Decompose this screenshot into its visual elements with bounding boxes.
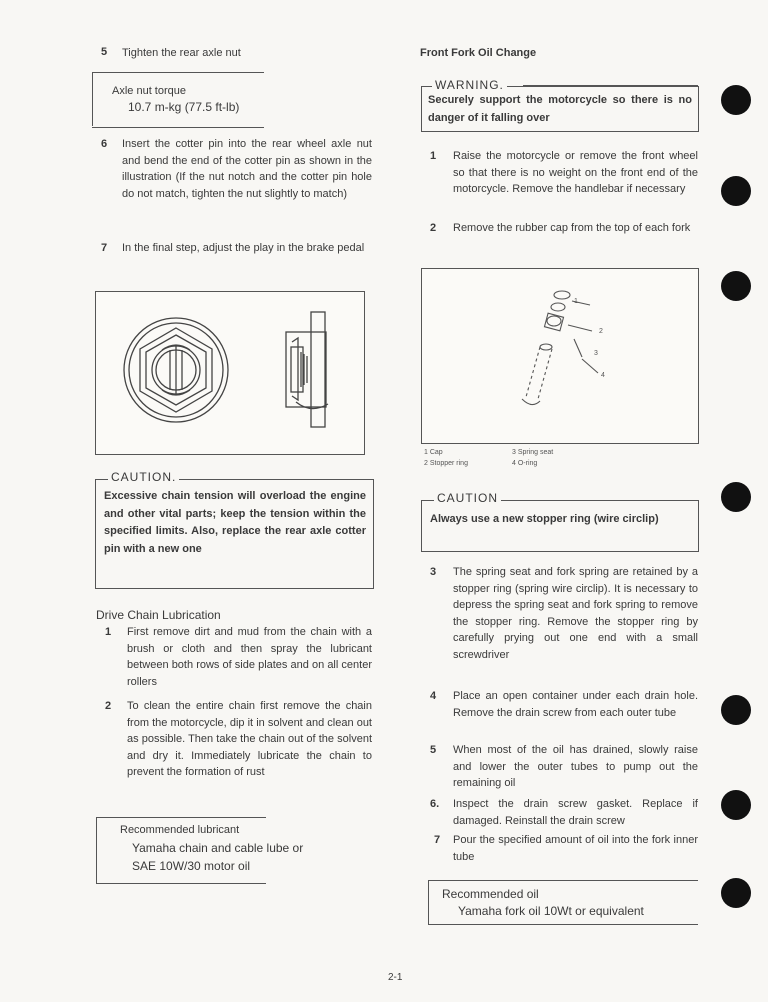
step-text: To clean the entire chain first remove the chain from the motorcycle, dip it in solvent and clean out as possible. Then take the chain out of the solvent and dry it. Immediately lubricate the chain to prevent the formation of rust xyxy=(127,700,372,778)
lubricant-spec-box xyxy=(96,817,97,883)
binder-hole xyxy=(721,878,751,908)
divider xyxy=(92,127,264,128)
figure-callout: 4 xyxy=(601,372,605,379)
step-number: 6. xyxy=(430,798,440,810)
oil-label: Recommended oil xyxy=(442,887,539,901)
section-heading: Front Fork Oil Change xyxy=(420,47,537,59)
step-number: 4 xyxy=(430,690,437,702)
lubricant-line: SAE 10W/30 motor oil xyxy=(132,859,251,873)
step-number: 7 xyxy=(434,834,441,846)
page-number: 2-1 xyxy=(388,972,403,983)
step-number: 2 xyxy=(105,700,112,712)
step-number: 6 xyxy=(101,138,108,150)
figure-legend-item: 3 Spring seat xyxy=(512,449,554,456)
step-text: Insert the cotter pin into the rear wheel axle nut and bend the end of the cotter pin as shown in the illustration (If the nut notch and the cotter pin hole do not match, tighten the nut slightly to match) xyxy=(122,138,372,200)
divider xyxy=(428,880,698,881)
caution-box xyxy=(95,479,374,589)
step-text: Raise the motorcycle or remove the front wheel so that there is no weight on the front end of the motorcycle. Remove the handlebar if necessary xyxy=(453,150,698,195)
binder-hole xyxy=(721,695,751,725)
figure-legend-item: 1 Cap xyxy=(424,449,443,456)
step-number: 5 xyxy=(430,744,437,756)
step-number: 5 xyxy=(101,46,108,58)
warning-title: WARNING. xyxy=(432,78,507,92)
step-text: Remove the rubber cap from the top of each fork xyxy=(453,222,691,234)
caution-text: Always use a new stopper ring (wire circlip) xyxy=(430,513,659,525)
oil-value: Yamaha fork oil 10Wt or equivalent xyxy=(458,904,644,918)
step-text: Pour the specified amount of oil into the fork inner tube xyxy=(453,834,698,863)
step-text: When most of the oil has drained, slowly raise and lower the outer tubes to pump out the remaining oil xyxy=(453,744,698,789)
step-number: 1 xyxy=(105,626,112,638)
warning-box xyxy=(421,86,699,132)
lubricant-line: Yamaha chain and cable lube or xyxy=(132,841,304,855)
caution-text: Excessive chain tension will overload the engine and other vital parts; keep the tension within the specified limits. Also, replace the rear axle cotter pin with a new one xyxy=(104,490,366,555)
torque-label: Axle nut torque xyxy=(112,85,186,97)
step-number: 2 xyxy=(430,222,437,234)
divider xyxy=(92,72,264,73)
axle-nut-illustration xyxy=(96,292,364,454)
figure-callout: 3 xyxy=(594,350,598,357)
divider xyxy=(96,883,266,884)
step-number: 1 xyxy=(430,150,437,162)
step-text: Place an open container under each drain hole. Remove the drain screw from each outer tube xyxy=(453,690,698,719)
oil-spec-box xyxy=(428,880,429,924)
figure-legend-item: 2 Stopper ring xyxy=(424,460,468,467)
caution-box xyxy=(421,500,699,552)
binder-hole xyxy=(721,482,751,512)
binder-hole xyxy=(721,85,751,115)
figure-legend-item: 4 O-ring xyxy=(512,460,538,467)
figure-callout: 2 xyxy=(599,328,603,335)
torque-value: 10.7 m-kg (77.5 ft-lb) xyxy=(128,100,240,114)
step-number: 3 xyxy=(430,566,437,578)
torque-spec-box xyxy=(92,72,93,126)
step-text: Tighten the rear axle nut xyxy=(122,47,241,59)
axle-nut-figure xyxy=(95,291,365,455)
step-text: The spring seat and fork spring are retained by a stopper ring (spring wire circlip). It is necessary to depress the spring seat and fork spring to remove the stopper ring. Remove the stopper ring by carefully prying out one end with a small screwdriver xyxy=(453,566,698,661)
binder-hole xyxy=(721,176,751,206)
fork-figure xyxy=(421,268,699,444)
binder-hole xyxy=(721,271,751,301)
caution-title: CAUTION xyxy=(434,491,501,505)
divider xyxy=(96,817,266,818)
step-text: Inspect the drain screw gasket. Replace if damaged. Reinstall the drain screw xyxy=(453,798,698,827)
fork-illustration xyxy=(422,269,698,443)
divider xyxy=(428,924,698,925)
warning-text: Securely support the motorcycle so there is no danger of it falling over xyxy=(428,94,692,124)
figure-callout: 1 xyxy=(574,298,578,305)
lubricant-label: Recommended lubricant xyxy=(120,824,240,836)
caution-title: CAUTION. xyxy=(108,470,179,484)
binder-hole xyxy=(721,790,751,820)
step-number: 7 xyxy=(101,242,108,254)
step-text: First remove dirt and mud from the chain with a brush or cloth and then spray the lubricant between both rows of side plates and on all center rollers xyxy=(127,626,372,688)
step-text: In the final step, adjust the play in the brake pedal xyxy=(122,242,365,254)
divider xyxy=(523,85,698,86)
section-heading: Drive Chain Lubrication xyxy=(96,608,221,622)
